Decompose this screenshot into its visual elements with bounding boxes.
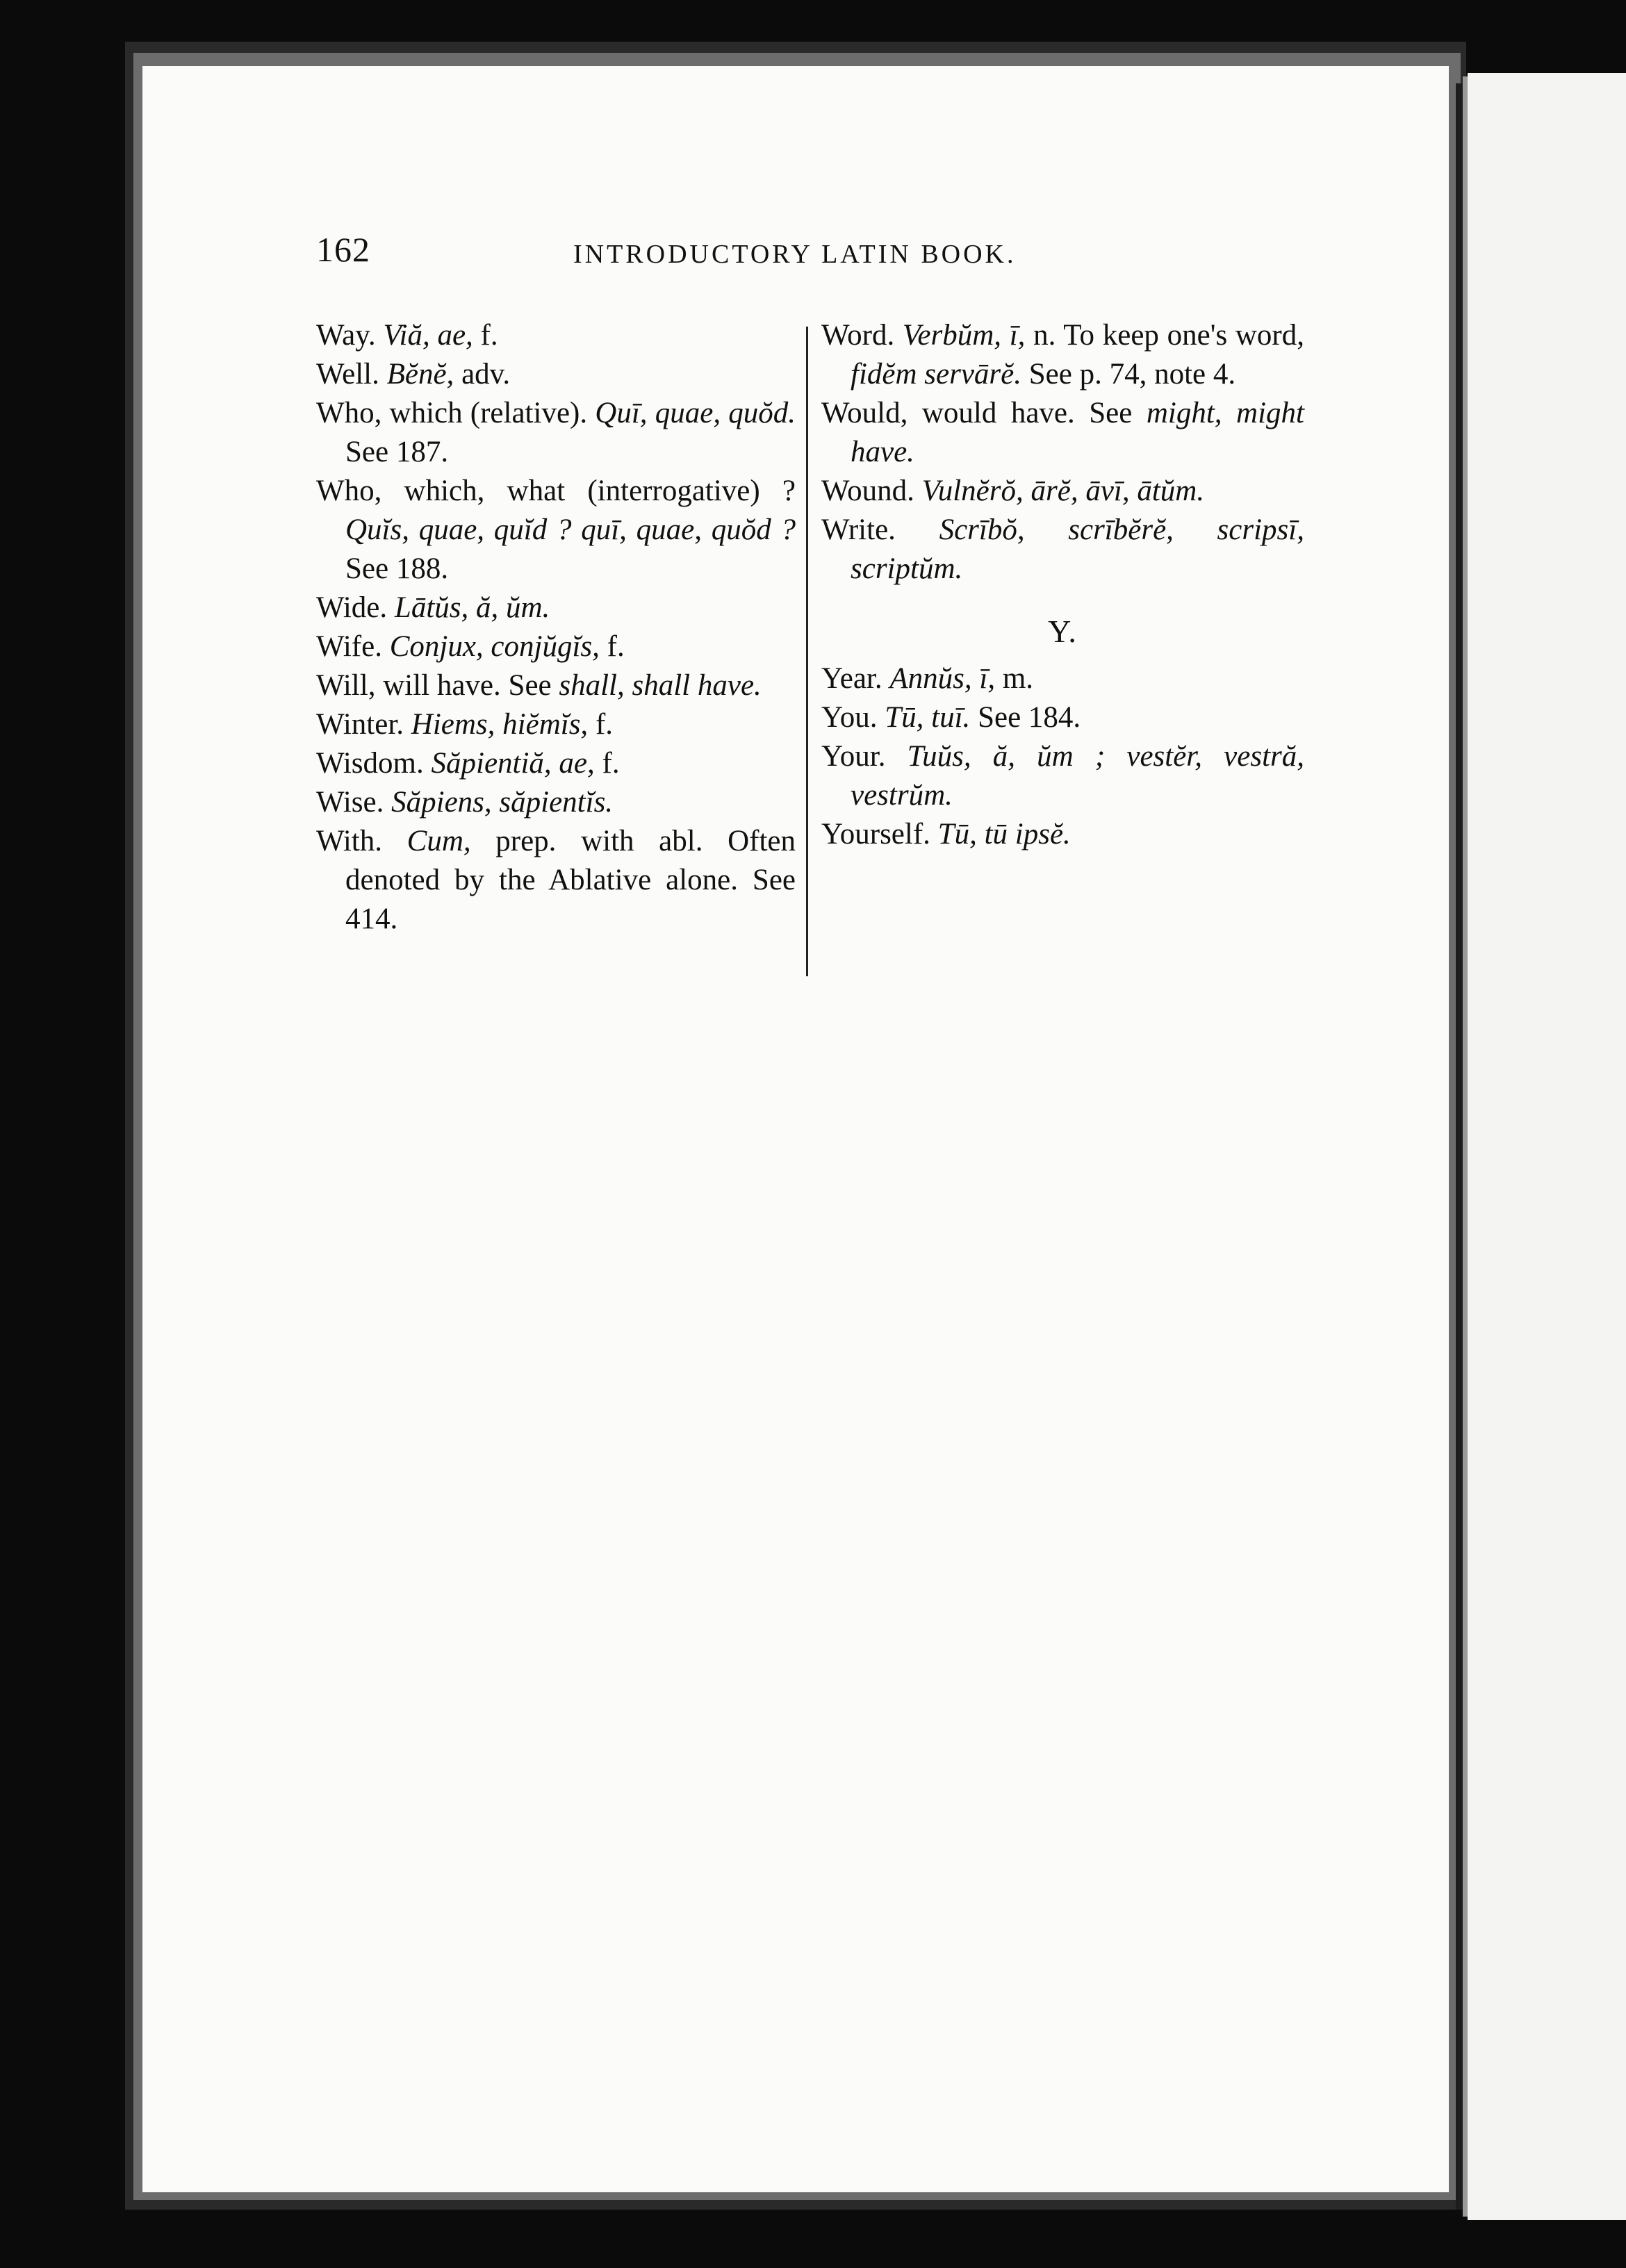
glossary-entry [821,316,1304,394]
glossary-entry [821,394,1304,472]
facing-page-edge [1468,73,1626,2220]
latin-form: Vulnĕrŏ, ārĕ, āvī, ātŭm. [921,475,1205,507]
glossary-entry [316,783,796,822]
latin-form: Săpiens, săpientĭs. [391,786,614,819]
glossary-entry [316,744,796,783]
entry-note: f. [473,319,498,352]
entry-headword: Winter. [316,708,404,741]
entry-headword: Your. [821,740,886,773]
latin-form: Quī, quae, quŏd. [595,397,796,429]
entry-headword: Wisdom. [316,747,424,780]
glossary-entry [316,355,796,394]
entry-note: See 187. [345,436,449,468]
entry-note: prep. with abl. Often denoted by the Ablative alone. See 414. [345,825,796,935]
entry-headword: Will, will have. [316,669,501,702]
entry-headword: Yourself. [821,818,930,850]
running-head: INTRODUCTORY LATIN BOOK. [573,240,1017,269]
entry-note: See p. 74, note 4. [1021,358,1236,391]
spine-line [1456,83,1463,2210]
latin-form: Tū, tuī. [885,701,971,734]
entry-headword: Wide. [316,591,388,624]
latin-form: fidĕm servārĕ. [851,358,1021,391]
entry-note: f. [594,747,620,780]
glossary-entry [821,815,1304,854]
latin-form: Quĭs, quae, quĭd ? quī, quae, quŏd ? [345,513,796,546]
glossary-entry [821,659,1304,698]
section-letter: Y. [1048,614,1078,649]
entry-headword: Would, would have. [821,397,1075,429]
entry-note: n. To keep one's word, [1025,319,1304,352]
latin-form: shall, shall have. [559,669,762,702]
entry-headword: Year. [821,662,882,695]
latin-form: Conjux, conjŭgĭs, [389,630,600,663]
glossary-entry [316,472,796,589]
page-header [316,229,1119,278]
entry-headword: You. [821,701,878,734]
latin-form: Tuŭs, ă, ŭm ; vestĕr, vestră, vestrŭm. [851,740,1305,812]
entry-headword: Who, which, what (interrogative) ? [316,475,796,507]
entry-note: See [508,669,559,702]
entry-note: f. [599,630,625,663]
glossary-entry [316,394,796,472]
entry-headword: Who, which (relative). [316,397,588,429]
column-divider [806,327,808,976]
glossary-entry [316,705,796,744]
entry-headword: Wound. [821,475,914,507]
entry-note: m. [995,662,1034,695]
entry-headword: With. [316,825,383,857]
glossary-entry [316,627,796,666]
latin-form: Cum, [406,825,471,857]
entry-headword: Well. [316,358,379,391]
latin-form: Tū, tū ipsĕ. [937,818,1071,850]
glossary-entry [821,698,1304,737]
entry-headword: Wife. [316,630,382,663]
latin-form: Annŭs, ī, [889,662,996,695]
entry-headword: Word. [821,319,895,352]
entry-note: f. [588,708,614,741]
glossary-entry [316,589,796,627]
left-column [316,316,796,939]
page-number: 162 [316,230,370,269]
entry-headword: Wise. [316,786,384,819]
entry-note: See 188. [345,552,449,585]
entry-note: adv. [454,358,511,391]
latin-form: Viă, ae, [383,319,473,352]
entry-headword: Way. [316,319,376,352]
entry-headword: Write. [821,513,896,546]
latin-form: Verbŭm, ī, [902,319,1026,352]
right-column [821,316,1304,854]
glossary-entry [316,666,796,705]
latin-form: Bĕnĕ, [386,358,454,391]
latin-form: Hiems, hiĕmĭs, [411,708,589,741]
latin-form: Lātŭs, ă, ŭm. [394,591,550,624]
entry-note: See [1089,397,1147,429]
glossary-entry [821,737,1304,815]
glossary-entry [316,822,796,939]
glossary-entry [316,316,796,355]
latin-form: Săpientiă, ae, [431,747,595,780]
latin-form: Scrībŏ, scrībĕrĕ, scripsī, scriptŭm. [851,513,1304,585]
glossary-entry [821,511,1304,589]
entry-note: See 184. [970,701,1081,734]
latin-form: might, might have. [851,397,1304,468]
glossary-entry [821,472,1304,511]
